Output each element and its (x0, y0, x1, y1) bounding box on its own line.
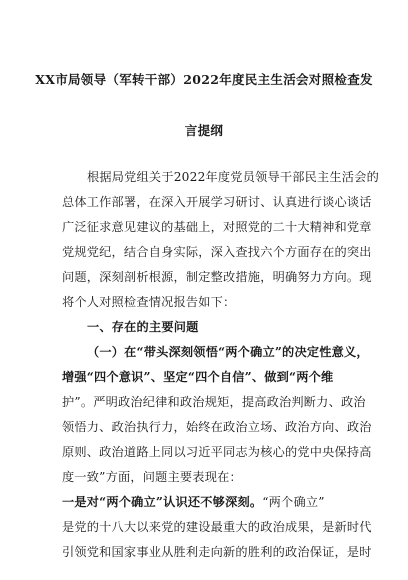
paragraph-line: 将个人对照检查情况报告如下： (62, 295, 236, 309)
paragraph-line: 问题，深刻剖析根源，制定整改措施，明确努力方向。现 (62, 270, 372, 284)
paragraph-line: 增强“四个意识”、坚定“四个自信”、做到“两个维 (62, 370, 334, 384)
paragraph-line: 度一致”方面，问题主要表现在： (62, 470, 242, 484)
paragraph-line-mixed (62, 493, 408, 510)
paragraph-line: 根据局党组关于2022年度党员领导干部民主生活会的 (87, 170, 379, 184)
following-text: “两个确立” (262, 495, 325, 509)
document-title-line-2: 言提纲 (184, 123, 224, 138)
paragraph-line: 护”。严明政治纪律和政治规矩，提高政治判断力、政治 (62, 395, 366, 409)
paragraph-line: 总体工作部署，在深入开展学习研讨、认真进行谈心谈话 (62, 195, 372, 209)
paragraph-line: 一、存在的主要问题 (87, 320, 199, 334)
paragraph-line: 原则、政治道路上同以习近平同志为核心的党中央保持高 (62, 445, 372, 459)
document-title-line-1: XX市局领导（军转干部）2022年度民主生活会对照检查发 (35, 72, 373, 87)
paragraph-line: 引领党和国家事业从胜利走向新的胜利的政治保证，是时 (62, 545, 372, 559)
paragraph-line: 党规党纪，结合自身实际，深入查找六个方面存在的突出 (62, 245, 372, 259)
paragraph-line: 是党的十八大以来党的建设最重大的政治成果，是新时代 (62, 520, 372, 534)
bold-lead-text: 一是对“两个确立”认识还不够深刻。 (62, 495, 263, 509)
paragraph-line: 广泛征求意见建议的基础上，对照党的二十大精神和党章 (62, 220, 372, 234)
paragraph-line: 领悟力、政治执行力，始终在政治立场、政治方向、政治 (62, 420, 372, 434)
paragraph-line: （一）在“带头深刻领悟“两个确立”的决定性意义， (87, 345, 369, 359)
